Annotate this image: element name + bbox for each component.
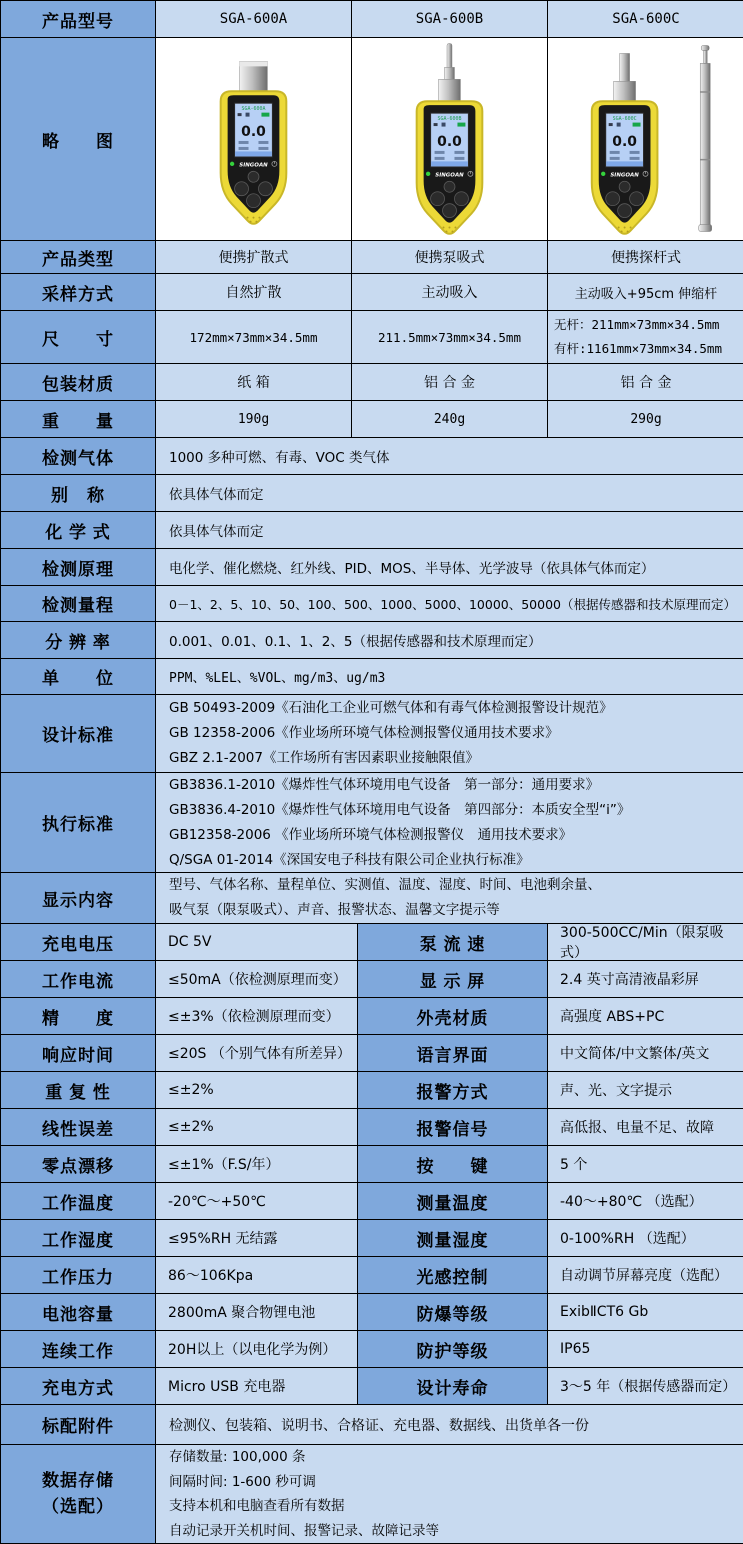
alias-row (1, 475, 742, 512)
spec-value-right: IP65 (548, 1331, 743, 1367)
sketch-row (1, 38, 742, 241)
size-row (1, 311, 742, 364)
probe-mid (445, 67, 455, 80)
row-label: 别 称 (1, 475, 156, 511)
storage-line: 自动记录开关机时间、报警记录、故障记录等 (169, 1519, 439, 1544)
spec-label-right: 防护等级 (358, 1331, 548, 1367)
spec-row (1, 998, 742, 1035)
model-name-b: SGA-600B (352, 1, 548, 37)
weight-b: 240g (352, 401, 548, 437)
size-c-line1: 无杆：211mm×73mm×34.5mm (554, 313, 719, 337)
resolution-row (1, 622, 742, 659)
spec-value-right: 高强度 ABS+PC (548, 998, 743, 1034)
row-label: 显示内容 (1, 873, 156, 923)
spec-value-left: 2800mA 聚合物锂电池 (156, 1294, 358, 1330)
row-label: 重 量 (1, 401, 156, 437)
spec-value-right: 自动调节屏幕亮度（选配） (548, 1257, 743, 1293)
row-label: 检测气体 (1, 438, 156, 474)
size-c (548, 311, 743, 363)
packaging-c: 铝 合 金 (548, 364, 743, 400)
exec-standard-line: Q/SGA 01-2014《深国安电子科技有限公司企业执行标准》 (169, 848, 530, 873)
storage-line: 存储数量: 100,000 条 (169, 1445, 305, 1470)
gas-detector-b-image (352, 39, 547, 239)
spec-value-left: 20H以上（以电化学为例） (156, 1331, 358, 1367)
spec-label-right: 按 键 (358, 1146, 548, 1182)
spec-row (1, 1257, 742, 1294)
spec-value-left: ≤20S （个别气体有所差异） (156, 1035, 358, 1071)
spec-label-right: 显 示 屏 (358, 961, 548, 997)
spec-row (1, 924, 742, 961)
spec-row (1, 961, 742, 998)
device-image-b (352, 38, 548, 240)
spec-value-right: 中文简体/中文繁体/英文 (548, 1035, 743, 1071)
spec-label-left: 连续工作 (1, 1331, 156, 1367)
spec-value-left: ≤95%RH 无结露 (156, 1220, 358, 1256)
spec-value-right: 高低报、电量不足、故障 (548, 1109, 743, 1145)
spec-value-right: 0-100%RH （选配） (548, 1220, 743, 1256)
spec-value-right: -40～+80℃ （选配） (548, 1183, 743, 1219)
exec-standard-line: GB3836.1-2010《爆炸性气体环境用电气设备 第一部分：通用要求》 (169, 773, 599, 798)
spec-label-right: 泵 流 速 (358, 924, 548, 960)
range-row (1, 586, 742, 622)
probe-base (439, 79, 461, 101)
spec-value-left: DC 5V (156, 924, 358, 960)
display-content-value (156, 873, 743, 923)
spec-label-right: 测量湿度 (358, 1220, 548, 1256)
spec-row (1, 1294, 742, 1331)
exec-standard-line: GB3836.4-2010《爆炸性气体环境用电气设备 第四部分：本质安全型“i”》 (169, 798, 630, 823)
lcd-model-label-b: SGA-600B (438, 116, 462, 122)
product-type-c: 便携探杆式 (548, 241, 743, 273)
row-label: 化 学 式 (1, 512, 156, 548)
product-type-row (1, 241, 742, 274)
sampling-b: 主动吸入 (352, 274, 548, 310)
unit-value: PPM、%LEL、%VOL、mg/m3、ug/m3 (156, 659, 743, 694)
formula-value: 依具体气体而定 (156, 512, 743, 548)
spec-label-left: 零点漂移 (1, 1146, 156, 1182)
resolution-value: 0.001、0.01、0.1、1、2、5（根据传感器和技术原理而定） (156, 622, 743, 658)
spec-value-right: ExibⅡCT6 Gb (548, 1294, 743, 1330)
storage-label-line2: （选配） (42, 1494, 114, 1520)
principle-value: 电化学、催化燃烧、红外线、PID、MOS、半导体、光学波导（依具体气体而定） (156, 549, 743, 585)
packaging-row (1, 364, 742, 401)
header-label: 产品型号 (1, 1, 156, 37)
spec-value-left: ≤±2% (156, 1109, 358, 1145)
spec-label-right: 报警方式 (358, 1072, 548, 1108)
model-name-c: SGA-600C (548, 1, 743, 37)
device-image-a (156, 38, 352, 240)
spec-value-right: 300-500CC/Min（限泵吸式） (548, 924, 743, 960)
telescopic-rod-joint (700, 91, 710, 92)
product-type-a: 便携扩散式 (156, 241, 352, 273)
design-standard-row (1, 695, 742, 773)
lcd-model-label-a: SGA-600A (242, 106, 266, 112)
row-label: 产品类型 (1, 241, 156, 273)
probe-rod (447, 43, 452, 69)
row-label: 单 位 (1, 659, 156, 694)
spec-value-right: 5 个 (548, 1146, 743, 1182)
size-b: 211.5mm×73mm×34.5mm (352, 311, 548, 363)
spec-row (1, 1109, 742, 1146)
spec-label-left: 工作压力 (1, 1257, 156, 1293)
spec-label-left: 工作温度 (1, 1183, 156, 1219)
row-label: 尺 寸 (1, 311, 156, 363)
spec-label-left: 充电电压 (1, 924, 156, 960)
spec-value-left: ≤±1%（F.S/年） (156, 1146, 358, 1182)
formula-row (1, 512, 742, 549)
device-image-c (548, 38, 743, 240)
spec-label-left: 充电方式 (1, 1368, 156, 1404)
weight-a: 190g (156, 401, 352, 437)
telescopic-rod-joint (700, 159, 710, 160)
spec-label-left: 响应时间 (1, 1035, 156, 1071)
design-standard-line: GB 50493-2009《石油化工企业可燃气体和有毒气体检测报警设计规范》 (169, 696, 613, 721)
gas-value: 1000 多种可燃、有毒、VOC 类气体 (156, 438, 743, 474)
sampling-a: 自然扩散 (156, 274, 352, 310)
design-standard-value (156, 695, 743, 772)
unit-row (1, 659, 742, 695)
exec-standard-value (156, 773, 743, 872)
gas-row (1, 438, 742, 475)
row-label (1, 1445, 156, 1543)
spec-label-left: 精 度 (1, 998, 156, 1034)
spec-label-right: 语言界面 (358, 1035, 548, 1071)
row-label: 设计标准 (1, 695, 156, 772)
sampling-row (1, 274, 742, 311)
display-content-line: 吸气泵（限泵吸式）、声音、报警状态、温馨文字提示等 (169, 898, 500, 923)
spec-row (1, 1368, 742, 1405)
weight-c: 290g (548, 401, 743, 437)
lcd-model-label-c: SGA-600C (612, 116, 636, 122)
spec-label-left: 线性误差 (1, 1109, 156, 1145)
sketch-label: 略 图 (1, 38, 156, 240)
probe-base (613, 81, 635, 101)
model-name-a: SGA-600A (156, 1, 352, 37)
spec-row (1, 1035, 742, 1072)
row-label: 检测原理 (1, 549, 156, 585)
spec-label-right: 设计寿命 (358, 1368, 548, 1404)
display-content-row (1, 873, 742, 924)
spec-row (1, 1183, 742, 1220)
design-standard-line: GB 12358-2006《作业场所环境气体检测报警仪通用技术要求》 (169, 721, 559, 746)
spec-value-right: 3～5 年（根据传感器而定） (548, 1368, 743, 1404)
spec-value-left: ≤±2% (156, 1072, 358, 1108)
accessories-row (1, 1405, 742, 1445)
range-value: 0－1、2、5、10、50、100、500、1000、5000、10000、50000（根据传感器和技术原理而定） (156, 586, 743, 621)
accessories-value: 检测仪、包装箱、说明书、合格证、充电器、数据线、出货单各一份 (156, 1405, 743, 1444)
principle-row (1, 549, 742, 586)
spec-value-left: Micro USB 充电器 (156, 1368, 358, 1404)
row-label: 标配附件 (1, 1405, 156, 1444)
spec-value-left: -20℃～+50℃ (156, 1183, 358, 1219)
row-label: 包装材质 (1, 364, 156, 400)
spec-value-left: ≤50mA（依检测原理而变） (156, 961, 358, 997)
spec-label-left: 电池容量 (1, 1294, 156, 1330)
size-a: 172mm×73mm×34.5mm (156, 311, 352, 363)
packaging-b: 铝 合 金 (352, 364, 548, 400)
spec-label-right: 报警信号 (358, 1109, 548, 1145)
row-label: 执行标准 (1, 773, 156, 872)
display-content-line: 型号、气体名称、量程单位、实测值、温度、湿度、时间、电池剩余量、 (169, 873, 601, 898)
storage-value (156, 1445, 743, 1543)
header-row (1, 1, 742, 38)
spec-value-left: 86～106Kpa (156, 1257, 358, 1293)
storage-row (1, 1445, 742, 1543)
product-type-b: 便携泵吸式 (352, 241, 548, 273)
gas-detector-a-image (156, 39, 351, 239)
telescopic-rod-neck (703, 50, 706, 63)
spec-row (1, 1331, 742, 1368)
storage-line: 间隔时间: 1-600 秒可调 (169, 1470, 316, 1495)
spec-label-left: 重 复 性 (1, 1072, 156, 1108)
exec-standard-line: GB12358-2006 《作业场所环境气体检测报警仪 通用技术要求》 (169, 823, 572, 848)
spec-value-right: 声、光、文字提示 (548, 1072, 743, 1108)
gas-detector-c-image (549, 39, 743, 239)
spec-label-right: 防爆等级 (358, 1294, 548, 1330)
row-label: 采样方式 (1, 274, 156, 310)
sampling-c: 主动吸入+95cm 伸缩杆 (548, 274, 743, 310)
size-c-line2: 有杆:1161mm×73mm×34.5mm (554, 337, 722, 361)
sensor-cap-rim (240, 61, 268, 66)
spec-value-left: ≤±3%（依检测原理而变） (156, 998, 358, 1034)
weight-row (1, 401, 742, 438)
row-label: 分 辨 率 (1, 622, 156, 658)
spec-label-left: 工作湿度 (1, 1220, 156, 1256)
storage-line: 支持本机和电脑查看所有数据 (169, 1494, 345, 1519)
telescopic-rod-shaft (700, 63, 710, 226)
row-label: 检测量程 (1, 586, 156, 621)
exec-standard-row (1, 773, 742, 873)
spec-row (1, 1072, 742, 1109)
spec-label-right: 外壳材质 (358, 998, 548, 1034)
alias-value: 依具体气体而定 (156, 475, 743, 511)
design-standard-line: GBZ 2.1-2007《工作场所有害因素职业接触限值》 (169, 746, 479, 771)
telescopic-rod-cap (698, 225, 711, 232)
probe-rod (619, 53, 629, 83)
telescopic-rod-tip (701, 45, 709, 50)
spec-label-right: 测量温度 (358, 1183, 548, 1219)
spec-label-left: 工作电流 (1, 961, 156, 997)
spec-row (1, 1146, 742, 1183)
spec-label-right: 光感控制 (358, 1257, 548, 1293)
storage-label-line1: 数据存储 (42, 1468, 114, 1494)
packaging-a: 纸 箱 (156, 364, 352, 400)
spec-value-right: 2.4 英寸高清液晶彩屏 (548, 961, 743, 997)
spec-row (1, 1220, 742, 1257)
